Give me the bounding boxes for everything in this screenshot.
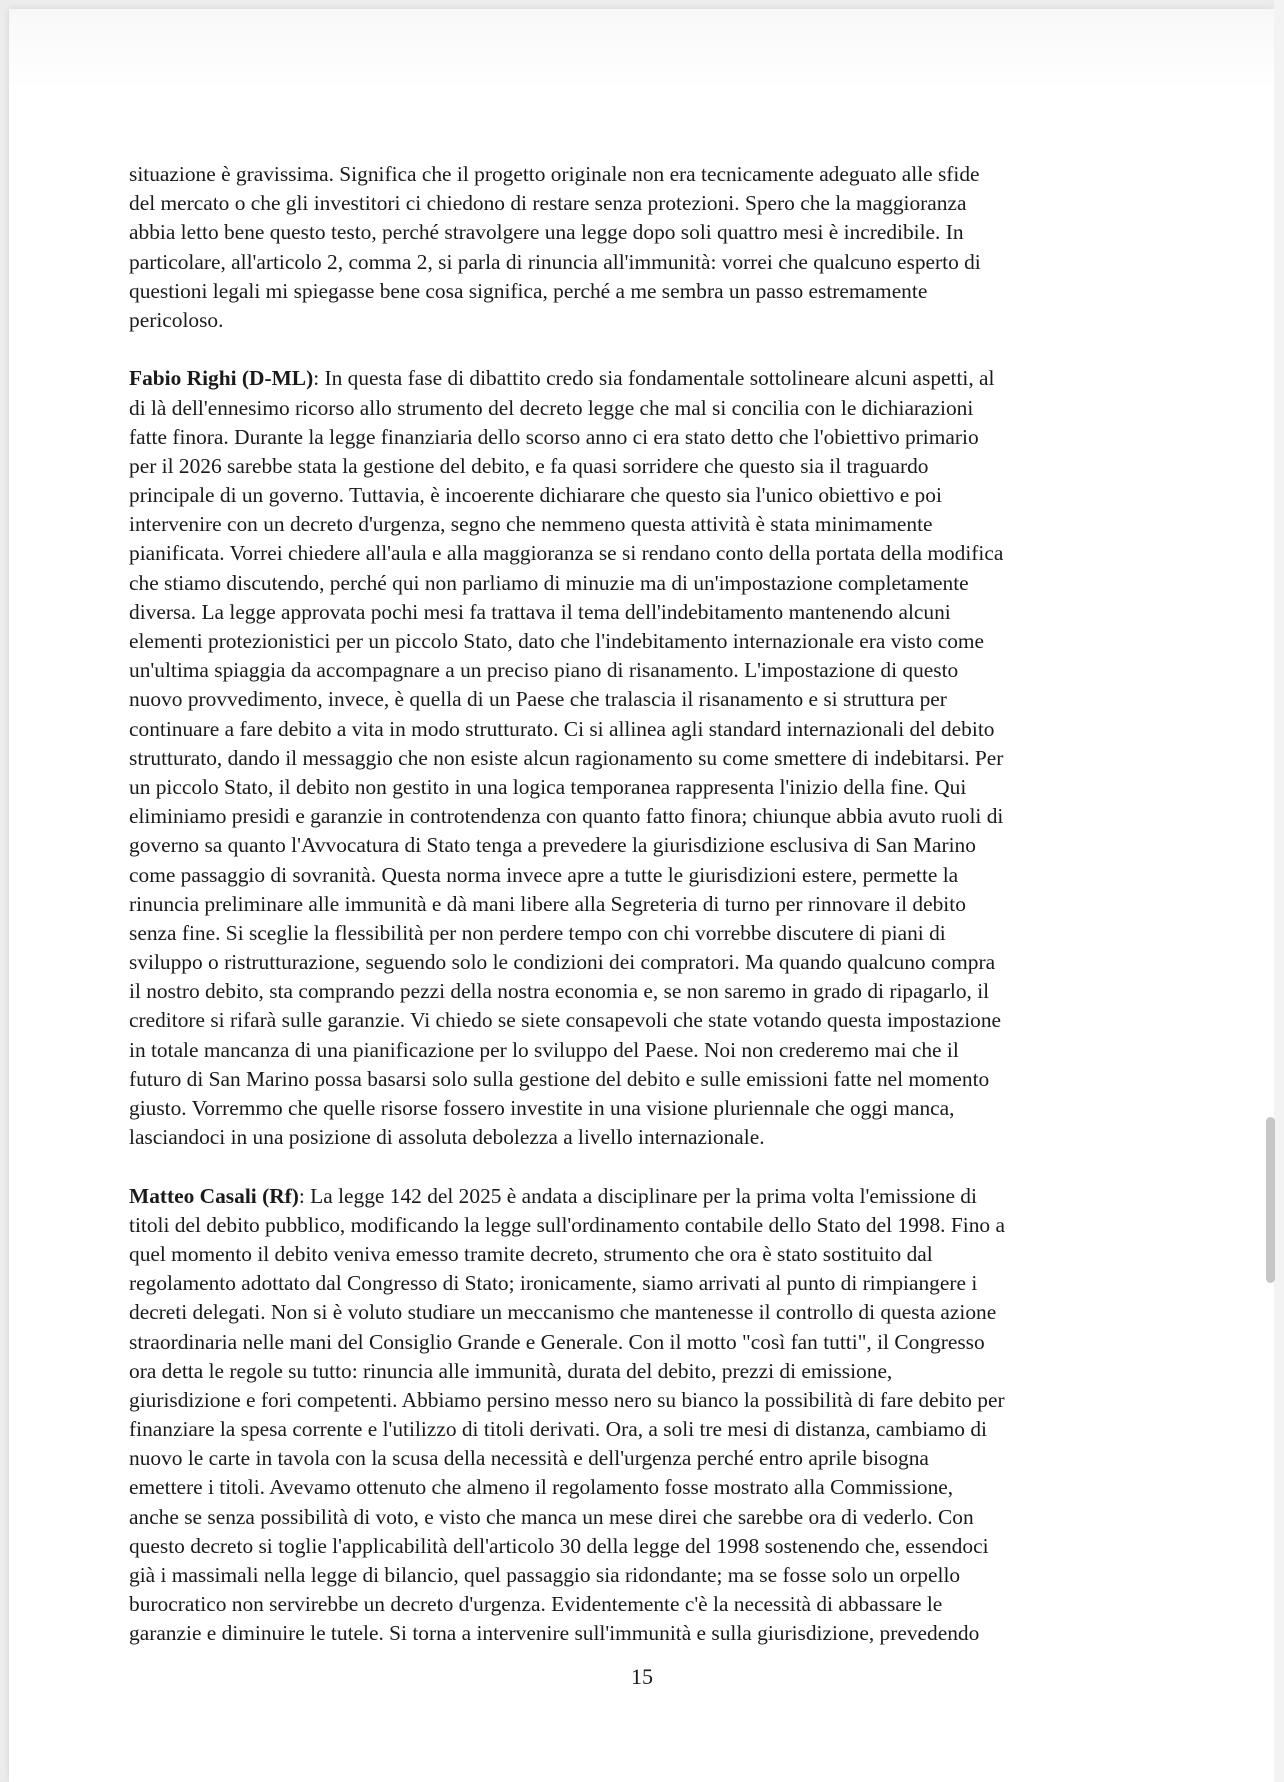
text-line: strutturato, dando il messaggio che non esiste alcun ragionamento su come smettere di indebitarsi. Per [129, 745, 1004, 770]
text-line: per il 2026 sarebbe stata la gestione del debito, e fa quasi sorridere che questo sia il traguardo [129, 453, 929, 478]
text-line: abbia letto bene questo testo, perché stravolgere una legge dopo soli quattro mesi è incredibile. In [129, 220, 964, 245]
speech-text: : La legge 142 del 2025 è andata a disciplinare per la prima volta l'emissione di [298, 1183, 977, 1208]
text-line: che stiamo discutendo, perché qui non parliamo di minuzie ma di un'impostazione completamente [129, 570, 969, 595]
speaker-name: Matteo Casali (Rf) [129, 1183, 299, 1208]
text-line: principale di un governo. Tuttavia, è incoerente dichiarare che questo sia l'unico obiettivo e poi [129, 483, 942, 508]
text-line: garanzie e diminuire le tutele. Si torna a intervenire sull'immunità e sulla giurisdizione, prevedendo [129, 1621, 980, 1646]
text-line: come passaggio di sovranità. Questa norma invece apre a tutte le giurisdizioni estere, permette la [129, 862, 959, 887]
text-line: quel momento il debito veniva emesso tramite decreto, strumento che ora è stato sostituito dal [129, 1241, 933, 1266]
text-line: particolare, all'articolo 2, comma 2, si parla di rinuncia all'immunità: vorrei che qualcuno esperto di [129, 249, 981, 274]
text-line: già i massimali nella legge di bilancio, quel passaggio sia ridondante; ma se fosse solo un orpello [129, 1563, 961, 1587]
text-line: pianificata. Vorrei chiedere all'aula e alla maggioranza se si rendano conto della portata della modifica [129, 541, 1004, 566]
paragraph-continuation [129, 160, 1189, 335]
text-line: nuovo provvedimento, invece, è quella di un Paese che tralascia il risanamento e si struttura per [129, 687, 947, 712]
text-line: rinuncia preliminare alle immunità e dà mani libere alla Segreteria di turno per rinnovare il debito [129, 891, 966, 916]
text-line: straordinaria nelle mani del Consiglio Grande e Generale. Con il motto "così fan tutti", il Congresso [129, 1329, 985, 1354]
text-line: finanziare la spesa corrente e l'utilizzo di titoli derivati. Ora, a soli tre mesi di distanza, cambiamo di [129, 1417, 987, 1442]
text-line: situazione è gravissima. Significa che il progetto originale non era tecnicamente adeguato alle sfide [129, 162, 980, 186]
text-line: in totale mancanza di una pianificazione per lo sviluppo del Paese. Noi non crederemo mai che il [129, 1037, 959, 1062]
text-line: diversa. La legge approvata pochi mesi fa trattava il tema dell'indebitamento mantenendo alcuni [129, 599, 951, 624]
text-line: giusto. Vorremmo che quelle risorse fossero investite in una visione pluriennale che oggi manca, [129, 1096, 955, 1120]
text-line: di là dell'ennesimo ricorso allo strumento del decreto legge che mal si concilia con le dichiarazioni [129, 395, 974, 420]
text-line: sviluppo o ristrutturazione, seguendo solo le condizioni dei compratori. Ma quando qualcuno compra [129, 950, 996, 975]
text-line: governo sa quanto l'Avvocatura di Stato tenga a prevedere la giurisdizione esclusiva di San Marino [129, 833, 976, 858]
text-line: il nostro debito, sta comprando pezzi della nostra economia e, se non saremo in grado di ripagarlo, il [129, 979, 990, 1004]
scrollbar-thumb[interactable] [1266, 1117, 1275, 1283]
page-number: 15 [631, 1664, 653, 1689]
text-line: creditore si rifarà sulle garanzie. Vi chiedo se siete consapevoli che state votando questa impostazione [129, 1008, 1002, 1033]
text-line: ora detta le regole su tutto: rinuncia alle immunità, durata del debito, prezzi di emissione, [129, 1358, 893, 1383]
text-line: lasciandoci in una posizione di assoluta debolezza a livello internazionale. [129, 1125, 765, 1150]
text-line: futuro di San Marino possa basarsi solo sulla gestione del debito e sulle emissioni fatte nel momento [129, 1066, 990, 1091]
text-line: senza fine. Si sceglie la flessibilità per non perdere tempo con chi vorrebbe discutere di piani di [129, 920, 946, 945]
text-line: eliminiamo presidi e garanzie in controtendenza con quanto fatto finora; chiunque abbia avuto ruoli di [129, 804, 1004, 829]
paragraph-matteo-casali [129, 1182, 1189, 1649]
paragraph-spacer [129, 1152, 1189, 1181]
text-line: anche se senza possibilità di voto, e visto che manca un mese direi che sarebbe ora di vederlo. Con [129, 1504, 974, 1529]
text-line: titoli del debito pubblico, modificando la legge sull'ordinamento contabile dello Stato del 1998. Fino a [129, 1212, 1005, 1237]
text-line: intervenire con un decreto d'urgenza, segno che nemmeno questa attività è stata minimamente [129, 512, 933, 537]
text-line: del mercato o che gli investitori ci chiedono di restare senza protezioni. Spero che la maggioranza [129, 191, 967, 216]
text-line: elementi protezionistici per un piccolo Stato, dato che l'indebitamento internazionale era visto come [129, 629, 985, 653]
scrollbar-track[interactable] [1274, 0, 1284, 1782]
text-line: questo decreto si toglie l'applicabilità dell'articolo 30 della legge del 1998 sostenendo che, essendoci [129, 1533, 989, 1558]
paragraph-fabio-righi [129, 364, 1189, 1152]
text-line [129, 1182, 1189, 1211]
text-line: giurisdizione e fori competenti. Abbiamo persino messo nero su bianco la possibilità di fare debito per [129, 1387, 1005, 1412]
page-body [129, 160, 1189, 1649]
text-line: pericoloso. [129, 307, 224, 332]
text-line: un'ultima spiaggia da accompagnare a un preciso piano di risanamento. L'impostazione di questo [129, 658, 959, 683]
page-header-area [9, 9, 1274, 89]
text-line [129, 364, 1189, 393]
text-line: nuovo le carte in tavola con la scusa della necessità e dell'urgenza perché entro aprile bisogna [129, 1446, 929, 1471]
text-line: continuare a fare debito a vita in modo strutturato. Ci si allinea agli standard internazionali del debito [129, 716, 995, 741]
text-line: un piccolo Stato, il debito non gestito in una logica temporanea rappresenta l'inizio della fine. Qui [129, 774, 967, 799]
text-line: decreti delegati. Non si è voluto studiare un meccanismo che mantenesse il controllo di questa azione [129, 1300, 997, 1325]
text-line: regolamento adottato dal Congresso di Stato; ironicamente, siamo arrivati al punto di rimpiangere i [129, 1271, 978, 1296]
text-line: burocratico non servirebbe un decreto d'urgenza. Evidentemente c'è la necessità di abbassare le [129, 1592, 943, 1617]
speech-text: : In questa fase di dibattito credo sia fondamentale sottolineare alcuni aspetti, al [313, 366, 995, 391]
text-line: emettere i titoli. Avevamo ottenuto che almeno il regolamento fosse mostrato alla Commissione, [129, 1475, 954, 1500]
paragraph-spacer [129, 335, 1189, 364]
text-line: fatte finora. Durante la legge finanziaria dello scorso anno ci era stato detto che l'obiettivo primario [129, 424, 979, 449]
speaker-name: Fabio Righi (D-ML) [129, 366, 314, 391]
text-line: questioni legali mi spiegasse bene cosa significa, perché a me sembra un passo estremamente [129, 278, 928, 303]
